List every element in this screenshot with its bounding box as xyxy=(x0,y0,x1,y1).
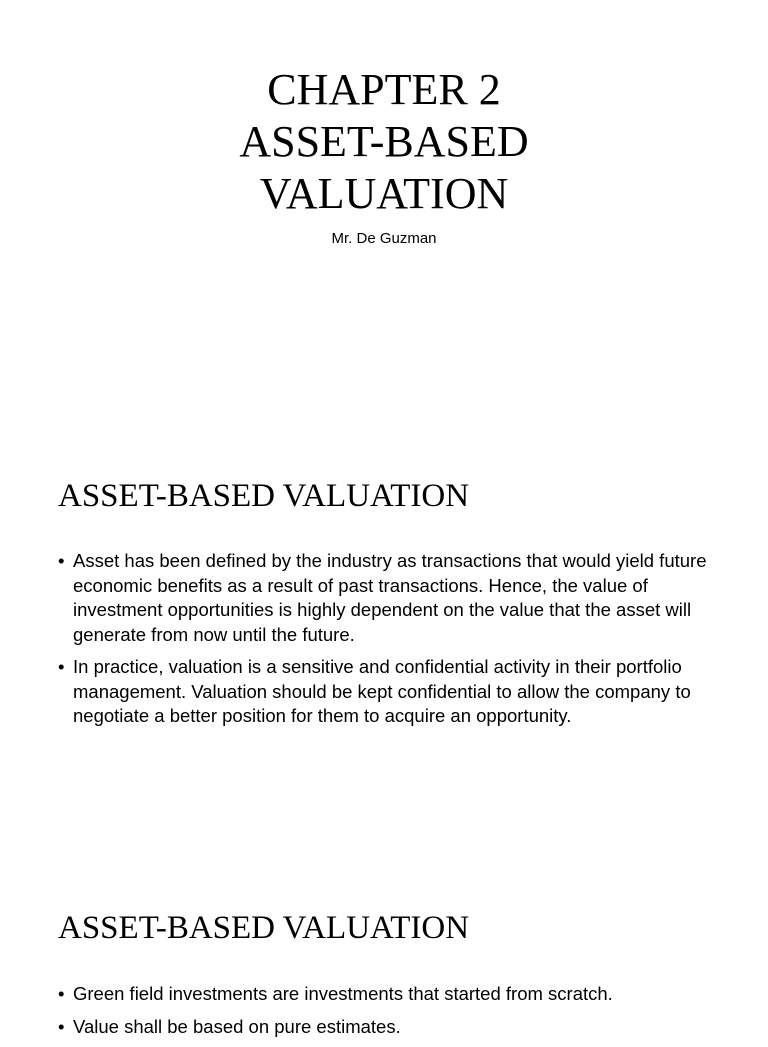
bullet-item xyxy=(58,982,728,1007)
title-line-2: ASSET-BASED xyxy=(239,117,529,166)
bullet-list xyxy=(58,549,728,737)
bullet-dot-icon: • xyxy=(58,1015,65,1037)
bullet-list xyxy=(58,982,728,1047)
bullet-text: Value shall be based on pure estimates. xyxy=(73,1015,401,1037)
bullet-text: In practice, valuation is a sensitive and confidential activity in their portfolio management. Valuation should be kept confidential to allow the company to negotiate a better position for them to acquire an opportunity. xyxy=(73,656,691,726)
slide-heading: ASSET-BASED VALUATION xyxy=(58,910,470,946)
content-slide-1 xyxy=(0,432,768,864)
bullet-item xyxy=(58,549,728,647)
bullet-dot-icon: • xyxy=(58,656,65,677)
content-slide-2 xyxy=(0,864,768,1037)
bullet-item xyxy=(58,655,728,729)
title-slide xyxy=(0,0,768,432)
bullet-text: Asset has been defined by the industry as transactions that would yield future economic benefits as a result of past transactions. Hence, the value of investment opportunities is highly dependent on the value that the asset will generate from now until the future. xyxy=(73,550,707,645)
title-line-1: CHAPTER 2 xyxy=(267,65,501,114)
title-line-3: VALUATION xyxy=(259,169,509,218)
bullet-item xyxy=(58,1015,728,1040)
slide-heading: ASSET-BASED VALUATION xyxy=(58,478,470,514)
bullet-dot-icon: • xyxy=(58,983,65,1004)
slide-title xyxy=(0,64,768,220)
slide-subtitle-author: Mr. De Guzman xyxy=(331,230,437,247)
bullet-dot-icon: • xyxy=(58,550,65,571)
bullet-text: Green field investments are investments that started from scratch. xyxy=(73,983,613,1004)
